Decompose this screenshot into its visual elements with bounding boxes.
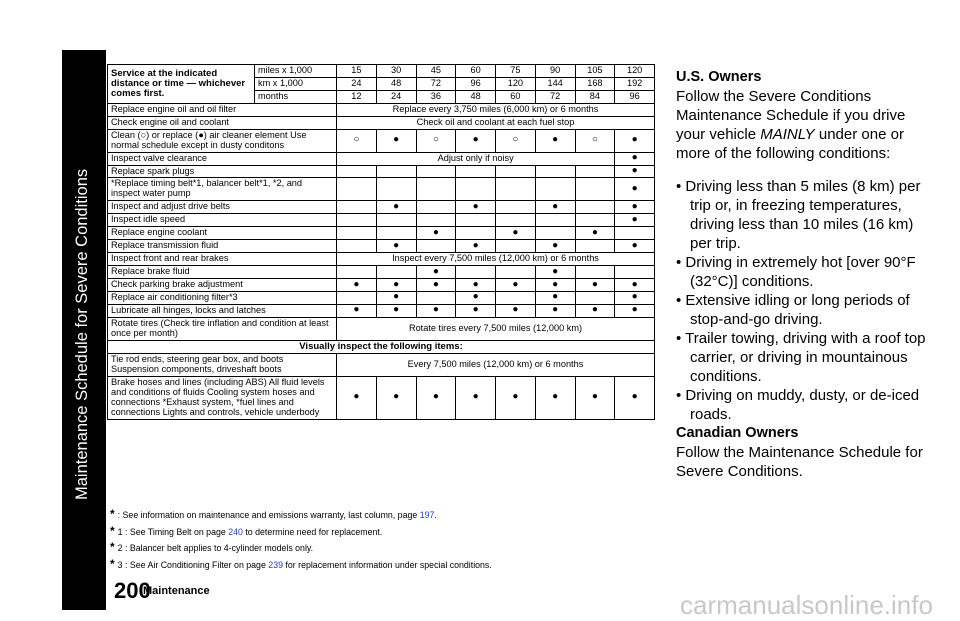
service-mark: ● <box>615 165 655 178</box>
service-mark <box>575 178 615 201</box>
service-mark: ● <box>615 201 655 214</box>
service-mark: ● <box>535 201 575 214</box>
interval-value: 84 <box>575 90 615 103</box>
item-label: Replace engine coolant <box>108 227 337 240</box>
table-row <box>108 201 655 214</box>
service-mark: ● <box>575 376 615 419</box>
service-mark <box>337 165 377 178</box>
unit-label: km x 1,000 <box>255 77 337 90</box>
service-mark: ● <box>615 304 655 317</box>
service-mark <box>496 240 536 253</box>
item-label: Inspect front and rear brakes <box>108 253 337 266</box>
service-mark: ● <box>376 278 416 291</box>
service-mark: ● <box>456 129 496 152</box>
service-mark <box>615 266 655 279</box>
item-label: Inspect and adjust drive belts <box>108 201 337 214</box>
interval-value: 36 <box>416 90 456 103</box>
service-mark: ● <box>535 304 575 317</box>
interval-note: Rotate tires every 7,500 miles (12,000 km) <box>337 317 655 340</box>
service-mark <box>376 165 416 178</box>
interval-note: Every 7,500 miles (12,000 km) or 6 months <box>337 353 655 376</box>
service-mark: ● <box>615 214 655 227</box>
footnote <box>110 540 492 557</box>
footnote-star: * <box>110 556 115 571</box>
service-mark: ● <box>615 291 655 304</box>
section-name: Maintenance <box>143 585 210 597</box>
service-mark: ● <box>575 304 615 317</box>
service-mark: ● <box>416 278 456 291</box>
table-row <box>108 240 655 253</box>
service-mark: ● <box>416 266 456 279</box>
service-mark: ● <box>376 291 416 304</box>
service-mark: ● <box>416 304 456 317</box>
service-mark <box>416 201 456 214</box>
interval-value: 96 <box>615 90 655 103</box>
service-mark: ● <box>535 266 575 279</box>
service-mark: ● <box>416 227 456 240</box>
item-label: Replace engine oil and oil filter <box>108 103 337 116</box>
service-mark <box>615 227 655 240</box>
item-label: Inspect idle speed <box>108 214 337 227</box>
side-title: Maintenance Schedule for Severe Conditions <box>73 168 91 500</box>
service-mark <box>376 227 416 240</box>
page-link: 240 <box>228 526 243 537</box>
interval-note: Inspect every 7,500 miles (12,000 km) or 6 months <box>337 253 655 266</box>
service-mark: ● <box>416 376 456 419</box>
service-mark <box>337 291 377 304</box>
footnote <box>110 524 492 541</box>
service-label: Service at the indicated distance or time — whichever comes first. <box>108 65 255 104</box>
service-mark: ● <box>456 291 496 304</box>
service-mark <box>376 178 416 201</box>
service-mark: ● <box>496 304 536 317</box>
service-mark: ● <box>496 376 536 419</box>
table-row <box>108 291 655 304</box>
service-mark: ● <box>376 129 416 152</box>
item-label: Brake hoses and lines (including ABS) All fluid levels and conditions of fluids Cooling system hoses and connections *Exhaust system, *fuel lines and connections Lights and controls, vehicle underbody <box>108 376 337 419</box>
service-mark: ● <box>456 240 496 253</box>
service-mark: ● <box>575 278 615 291</box>
service-mark: ● <box>376 376 416 419</box>
table-row <box>108 214 655 227</box>
interval-value: 45 <box>416 65 456 78</box>
service-mark <box>337 178 377 201</box>
table-row <box>108 376 655 419</box>
item-label: Replace brake fluid <box>108 266 337 279</box>
item-label: Check parking brake adjustment <box>108 278 337 291</box>
service-mark: ● <box>615 152 655 165</box>
service-mark <box>456 178 496 201</box>
interval-value: 105 <box>575 65 615 78</box>
service-mark: ● <box>456 304 496 317</box>
us-owners-heading: U.S. Owners <box>676 69 762 85</box>
service-mark <box>496 266 536 279</box>
service-mark: ● <box>456 376 496 419</box>
service-mark <box>337 214 377 227</box>
service-mark <box>496 291 536 304</box>
item-label: *Replace timing belt*1, balancer belt*1, *2, and inspect water pump <box>108 178 337 201</box>
visual-heading: Visually inspect the following items: <box>108 340 655 353</box>
service-mark <box>456 227 496 240</box>
interval-value: 48 <box>376 77 416 90</box>
service-mark: ○ <box>416 129 456 152</box>
interval-value: 15 <box>337 65 377 78</box>
service-mark: ● <box>535 291 575 304</box>
service-mark <box>496 165 536 178</box>
item-label: Rotate tires (Check tire inflation and condition at least once per month) <box>108 317 337 340</box>
interval-value: 24 <box>376 90 416 103</box>
service-mark <box>575 165 615 178</box>
table-row <box>108 278 655 291</box>
item-label: Replace air conditioning filter*3 <box>108 291 337 304</box>
item-label: Inspect valve clearance <box>108 152 337 165</box>
interval-value: 120 <box>615 65 655 78</box>
service-mark: ● <box>456 278 496 291</box>
service-mark <box>575 266 615 279</box>
interval-value: 144 <box>535 77 575 90</box>
footnote <box>110 507 492 524</box>
table-row <box>108 129 655 152</box>
service-mark: ● <box>496 227 536 240</box>
footnote-text: 1 : See Timing Belt on page <box>117 526 229 537</box>
service-mark <box>456 214 496 227</box>
service-mark: ● <box>615 278 655 291</box>
table-row <box>108 253 655 266</box>
service-mark <box>416 165 456 178</box>
service-mark <box>575 291 615 304</box>
interval-value: 60 <box>496 90 536 103</box>
service-mark: ○ <box>575 129 615 152</box>
interval-value: 48 <box>456 90 496 103</box>
service-mark: ● <box>615 129 655 152</box>
table-row <box>108 165 655 178</box>
condition-item: • Extensive idling or long periods of stop-and-go driving. <box>676 292 910 328</box>
item-label: Check engine oil and coolant <box>108 116 337 129</box>
service-mark: ○ <box>337 129 377 152</box>
interval-value: 60 <box>456 65 496 78</box>
service-mark <box>496 214 536 227</box>
interval-value: 192 <box>615 77 655 90</box>
table-row <box>108 116 655 129</box>
service-mark: ● <box>376 304 416 317</box>
interval-value: 72 <box>416 77 456 90</box>
unit-label: months <box>255 90 337 103</box>
interval-note: Check oil and coolant at each fuel stop <box>337 116 655 129</box>
interval-note: Adjust only if noisy <box>337 152 615 165</box>
service-mark <box>456 165 496 178</box>
table-row <box>108 178 655 201</box>
service-mark: ● <box>456 201 496 214</box>
interval-value: 12 <box>337 90 377 103</box>
item-label: Tie rod ends, steering gear box, and boots Suspension components, driveshaft boots <box>108 353 337 376</box>
service-mark: ● <box>535 278 575 291</box>
footnote-text: 3 : See Air Conditioning Filter on page <box>117 559 269 570</box>
footnote-star: * <box>110 523 115 538</box>
service-mark <box>575 201 615 214</box>
table-row <box>108 227 655 240</box>
service-mark: ● <box>337 304 377 317</box>
page-link: 197 <box>419 510 435 520</box>
service-mark <box>535 227 575 240</box>
service-mark <box>456 266 496 279</box>
service-mark: ● <box>337 376 377 419</box>
service-mark <box>337 227 377 240</box>
service-mark: ● <box>376 240 416 253</box>
service-mark <box>337 201 377 214</box>
service-mark <box>535 178 575 201</box>
conditions-list <box>676 177 926 424</box>
service-mark: ● <box>615 240 655 253</box>
watermark: carmanualsonline.info <box>680 590 933 620</box>
service-mark <box>416 214 456 227</box>
service-mark <box>376 266 416 279</box>
interval-value: 168 <box>575 77 615 90</box>
service-mark <box>575 214 615 227</box>
service-mark: ● <box>615 178 655 201</box>
service-mark: ○ <box>496 129 536 152</box>
conditions-panel <box>676 68 926 481</box>
interval-note: Replace every 3,750 miles (6,000 km) or 6 months <box>337 103 655 116</box>
interval-value: 96 <box>456 77 496 90</box>
canadian-owners-text: Follow the Maintenance Schedule for Severe Conditions. <box>676 444 923 480</box>
unit-label: miles x 1,000 <box>255 65 337 78</box>
interval-value: 30 <box>376 65 416 78</box>
service-mark: ● <box>496 278 536 291</box>
condition-item: • Driving less than 5 miles (8 km) per trip or, in freezing temperatures, driving less than 10 miles (16 km) per trip. <box>676 178 921 252</box>
maintenance-schedule-table <box>107 64 655 420</box>
item-label: Replace spark plugs <box>108 165 337 178</box>
service-mark <box>496 201 536 214</box>
table-row <box>108 353 655 376</box>
service-mark: ● <box>535 240 575 253</box>
item-label: Clean (○) or replace (●) air cleaner element Use normal schedule except in dusty conditons <box>108 129 337 152</box>
service-mark: ● <box>575 227 615 240</box>
item-label: Lubricate all hinges, locks and latches <box>108 304 337 317</box>
service-mark: ● <box>535 376 575 419</box>
table-row <box>108 266 655 279</box>
service-mark <box>416 291 456 304</box>
item-label: Replace transmission fluid <box>108 240 337 253</box>
service-mark: ● <box>615 376 655 419</box>
table-row <box>108 317 655 340</box>
interval-value: 90 <box>535 65 575 78</box>
service-mark: ● <box>337 278 377 291</box>
service-mark <box>337 240 377 253</box>
footnote-star: * <box>110 507 115 521</box>
footnote-text: 2 : Balancer belt applies to 4-cylinder models only. <box>117 543 314 553</box>
condition-item: • Trailer towing, driving with a roof top carrier, or driving in mountainous conditions. <box>676 330 926 385</box>
page-link: 239 <box>268 559 283 570</box>
service-mark <box>575 240 615 253</box>
footnote-text: for replacement information under special conditions. <box>282 559 492 570</box>
table-row <box>108 304 655 317</box>
visual-heading-row <box>108 340 655 353</box>
interval-value: 120 <box>496 77 536 90</box>
footnote-text: to determine need for replacement. <box>242 526 383 537</box>
table-row <box>108 103 655 116</box>
table-row <box>108 152 655 165</box>
service-mark <box>496 178 536 201</box>
service-mark: ● <box>376 201 416 214</box>
service-mark: ● <box>535 129 575 152</box>
us-owners-intro: Follow the Severe Conditions Maintenance Schedule if you drive your vehicle MAINLY under one or more of the following conditions: <box>676 88 906 162</box>
service-mark <box>535 165 575 178</box>
footnote-text: . <box>434 510 437 520</box>
interval-value: 75 <box>496 65 536 78</box>
header-row <box>108 65 655 78</box>
interval-value: 72 <box>535 90 575 103</box>
service-mark <box>416 178 456 201</box>
page-number: 200 <box>114 578 151 603</box>
footnote <box>110 557 492 574</box>
footnote-star: * <box>110 540 115 554</box>
footnote-text: : See information on maintenance and emissions warranty, last column, page <box>117 510 420 520</box>
interval-value: 24 <box>337 77 377 90</box>
service-mark <box>535 214 575 227</box>
footnotes <box>110 507 492 573</box>
condition-item: • Driving on muddy, dusty, or de-iced roads. <box>676 387 920 423</box>
service-mark <box>416 240 456 253</box>
canadian-owners-heading: Canadian Owners <box>676 425 799 441</box>
service-mark <box>376 214 416 227</box>
condition-item: • Driving in extremely hot [over 90°F (32°C)] conditions. <box>676 254 916 290</box>
service-mark <box>337 266 377 279</box>
